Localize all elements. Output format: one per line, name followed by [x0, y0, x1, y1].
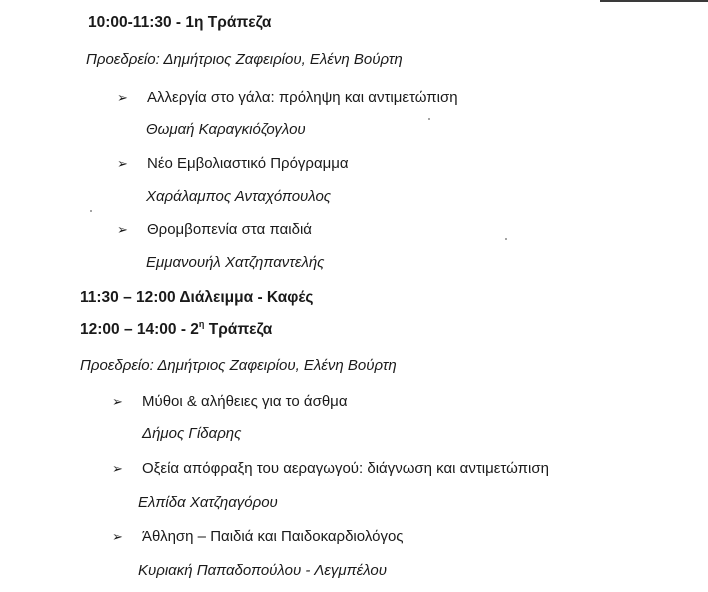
session2-talk-3 [112, 527, 404, 547]
session2-speaker-3: Κυριακή Παπαδοπούλου - Λεγμπέλου [138, 562, 387, 579]
session2-time-sup: η [198, 318, 205, 329]
session2-time-prefix: 12:00 – 14:00 - 2 [80, 321, 199, 338]
scan-speck [428, 118, 430, 120]
session2-chairs: Προεδρείο: Δημήτριος Ζαφειρίου, Ελένη Βούρτη [80, 357, 397, 374]
session2-speaker-1: Δήμος Γίδαρης [142, 425, 242, 442]
talk-title: Αλλεργία στο γάλα: πρόληψη και αντιμετώπιση [147, 89, 458, 106]
arrowhead-bullet-icon: ➢ [117, 156, 128, 171]
talk-title: Μύθοι & αλήθειες για το άσθμα [142, 393, 348, 410]
session1-speaker-2: Χαράλαμπος Ανταχόπουλος [146, 188, 332, 205]
arrowhead-bullet-icon: ➢ [112, 529, 123, 544]
session2-speaker-2: Ελπίδα Χατζηαγόρου [138, 494, 278, 511]
talk-title: Νέο Εμβολιαστικό Πρόγραμμα [147, 155, 349, 172]
session1-chairs: Προεδρείο: Δημήτριος Ζαφειρίου, Ελένη Βούρτη [86, 51, 403, 68]
session1-speaker-1: Θωμαή Καραγκιόζογλου [146, 121, 306, 138]
arrowhead-bullet-icon: ➢ [112, 461, 123, 476]
top-rule [600, 0, 708, 2]
arrowhead-bullet-icon: ➢ [117, 222, 128, 237]
scan-speck [90, 210, 92, 212]
session2-talk-1 [112, 392, 348, 412]
break-time: 11:30 – 12:00 Διάλειμμα - Καφές [80, 289, 314, 306]
session1-speaker-3: Εμμανουήλ Χατζηπαντελής [146, 254, 325, 271]
session2-talk-2 [112, 459, 549, 479]
session1-talk-2 [117, 154, 349, 174]
arrowhead-bullet-icon: ➢ [112, 394, 123, 409]
scan-speck [505, 238, 507, 240]
session1-talk-1 [117, 88, 458, 108]
session1-talk-3 [117, 220, 312, 240]
arrowhead-bullet-icon: ➢ [117, 90, 128, 105]
session1-time: 10:00-11:30 - 1η Τράπεζα [88, 14, 272, 31]
session2-time [80, 320, 272, 340]
talk-title: Οξεία απόφραξη του αεραγωγού: διάγνωση και αντιμετώπιση [142, 460, 549, 477]
talk-title: Θρομβοπενία στα παιδιά [147, 221, 312, 238]
session2-time-suffix: Τράπεζα [204, 321, 273, 338]
talk-title: Άθληση – Παιδιά και Παιδοκαρδιολόγος [142, 528, 404, 545]
